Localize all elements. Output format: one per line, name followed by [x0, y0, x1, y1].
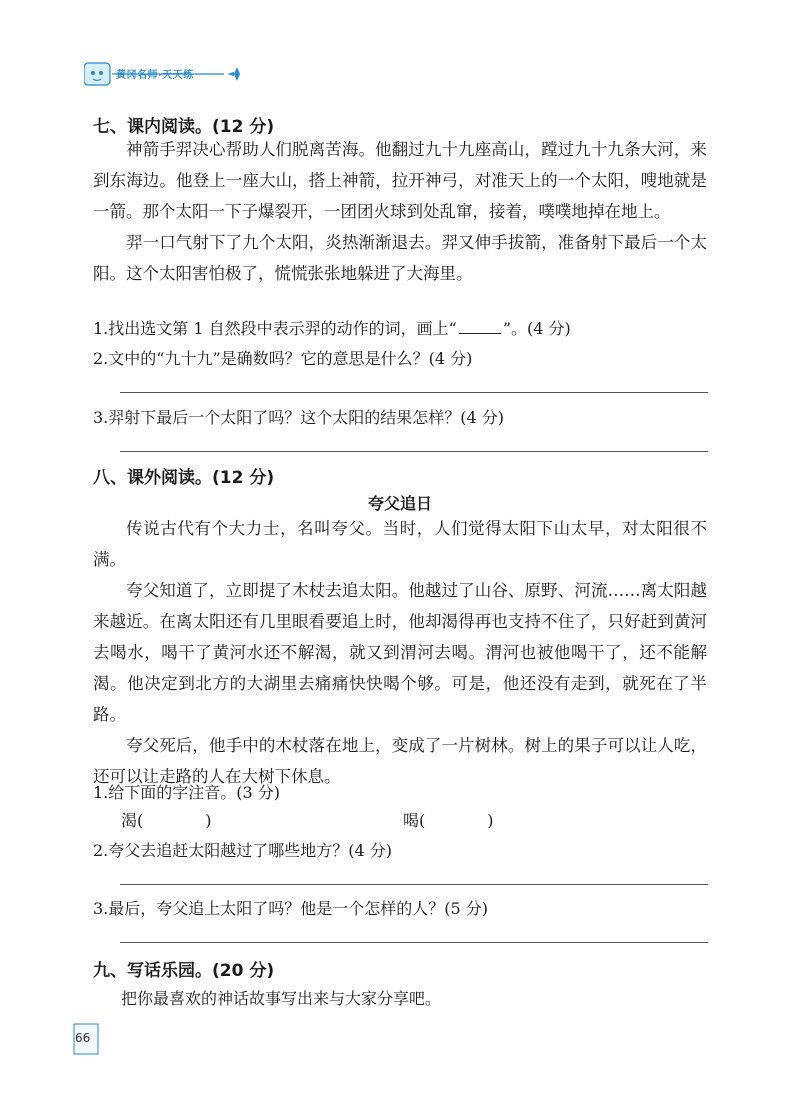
- passage-paragraph: 夸父死后，他手中的木杖落在地上，变成了一片树林。树上的果子可以让人吃，还可以让走路的人在大树下休息。: [93, 736, 707, 786]
- writing-prompt: 把你最喜欢的神话故事写出来与大家分享吧。: [121, 989, 442, 1008]
- story-title: 夸父追日: [367, 494, 432, 513]
- brand-title: 黄冈名师·天天练: [116, 70, 194, 81]
- paren-close: ): [205, 811, 212, 830]
- answer-line[interactable]: [120, 942, 708, 943]
- answer-blank[interactable]: [459, 319, 501, 334]
- pinyin-char-label: 渴(: [121, 811, 144, 830]
- pinyin-item-1: [121, 808, 212, 831]
- answer-line[interactable]: [120, 392, 708, 393]
- answer-line[interactable]: [120, 884, 708, 885]
- page-number-badge: [72, 1022, 100, 1056]
- question-text: 1.找出选文第 1 自然段中表示羿的动作的词，画上“: [93, 319, 457, 338]
- passage-paragraph: 夸父知道了，立即提了木杖去追太阳。他越过了山谷、原野、河流……离太阳越来越近。在离太阳还有几里眼看要追上时，他却渴得再也支持不住了，只好赶到黄河去喝水，喝干了黄河水还不解渴，就又到渭河去喝。渭河也被他喝干了，还不能解渴。他决定到北方的大湖里去痛痛快快喝个够。可是，他还没有走到，就死在了半路。: [93, 581, 707, 724]
- section-9-title: 九、写话乐园。(20 分): [93, 961, 275, 981]
- answer-line[interactable]: [120, 451, 708, 452]
- pinyin-item-2: [403, 808, 494, 831]
- section-8-passage: [93, 513, 707, 792]
- section-8-question-1: 1.给下面的字注音。(3 分): [93, 783, 281, 802]
- page-number: 66: [75, 1031, 91, 1045]
- section-7-question-1: [93, 316, 571, 339]
- passage-paragraph: 传说古代有个大力士，名叫夸父。当时，人们觉得太阳下山太早，对太阳很不满。: [93, 519, 707, 569]
- section-8-title: 八、课外阅读。(12 分): [93, 468, 275, 488]
- question-text: ”。(4 分): [502, 319, 571, 338]
- passage-paragraph: 神箭手羿决心帮助人们脱离苦海。他翻过九十九座高山，蹚过九十九条大河，来到东海边。他登上一座大山，搭上神箭，拉开神弓，对准天上的一个太阳，嗖地就是一箭。那个太阳一下子爆裂开，一团团火球到处乱窜，接着，噗噗地掉在地上。: [93, 140, 707, 221]
- section-7-title: 七、课内阅读。(12 分): [93, 117, 275, 137]
- passage-paragraph: 羿一口气射下了九个太阳，炎热渐渐退去。羿又伸手拔箭，准备射下最后一个太阳。这个太阳害怕极了，慌慌张张地躲进了大海里。: [93, 233, 707, 283]
- section-8-question-3: 3.最后，夸父追上太阳了吗？他是一个怎样的人？(5 分): [93, 899, 489, 918]
- section-7-question-3: 3.羿射下最后一个太阳了吗？这个太阳的结果怎样？(4 分): [93, 408, 505, 427]
- section-7-passage: [93, 134, 707, 289]
- section-8-question-2: 2.夸父去追赶太阳越过了哪些地方？(4 分): [93, 841, 393, 860]
- pinyin-char-label: 喝(: [403, 811, 426, 830]
- paren-close: ): [487, 811, 494, 830]
- section-7-question-2: 2.文中的“九十九”是确数吗？它的意思是什么？(4 分): [93, 349, 473, 368]
